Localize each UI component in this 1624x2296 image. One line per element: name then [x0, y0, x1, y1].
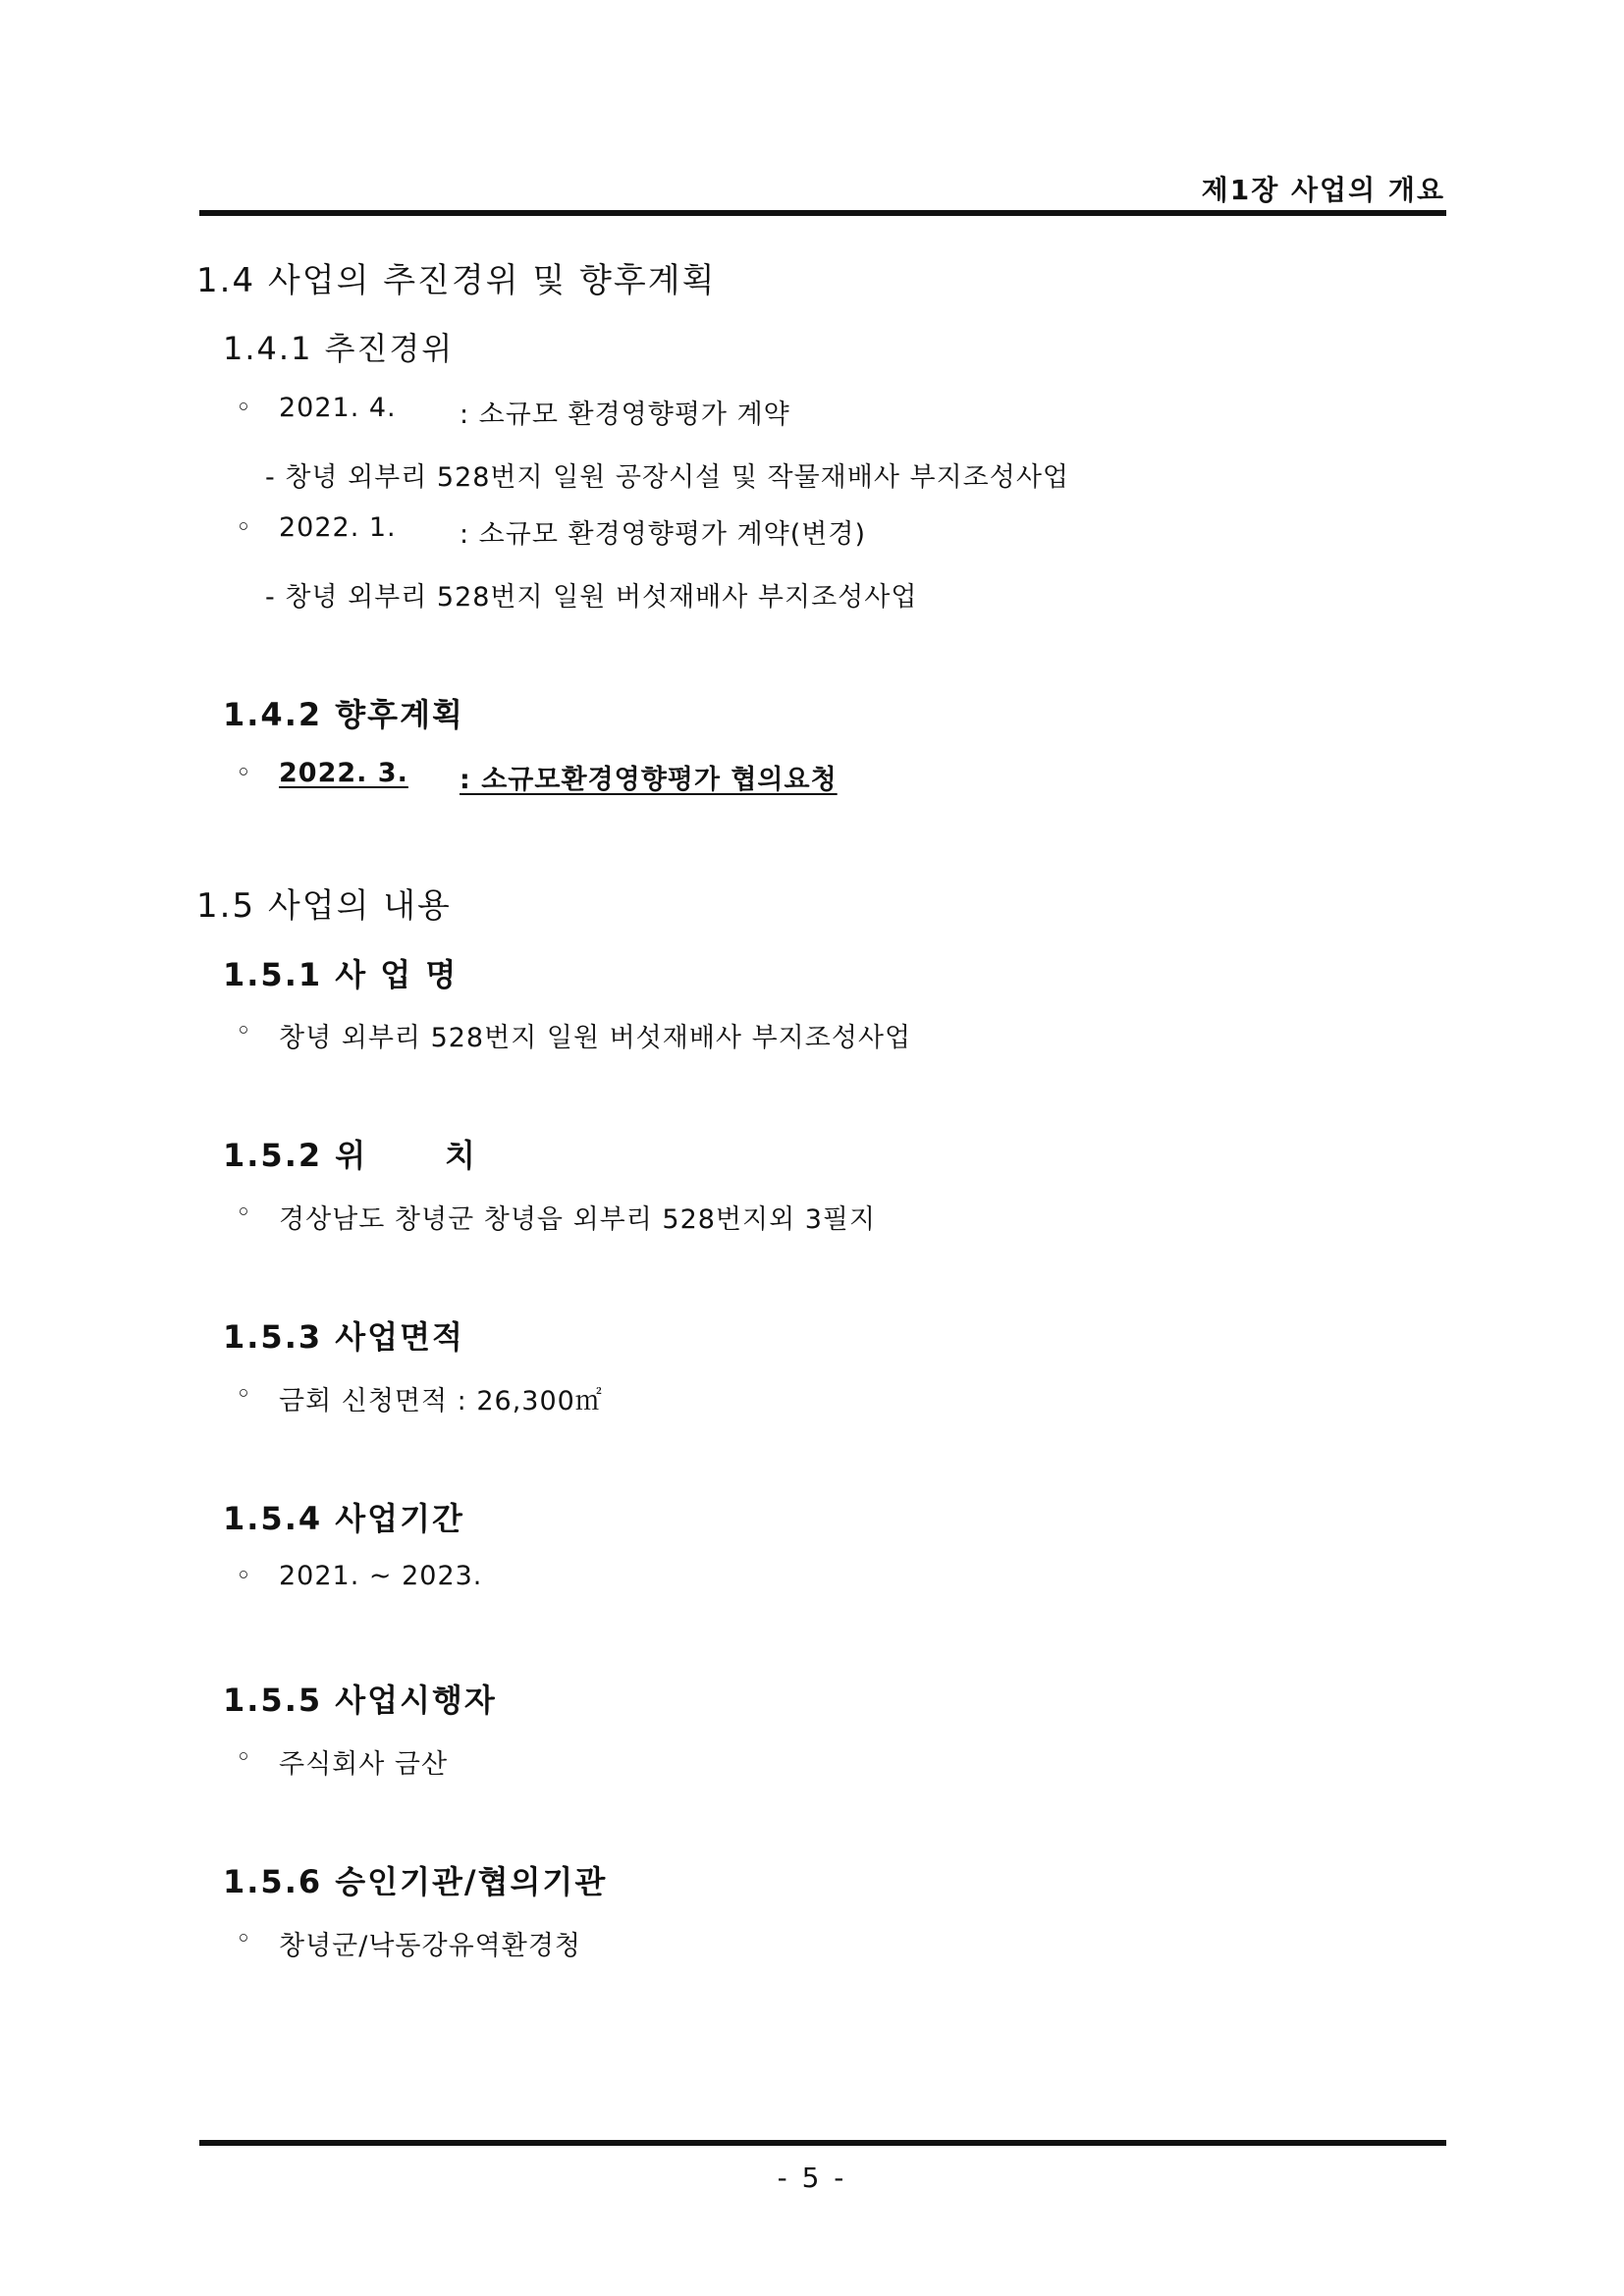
history-subitem: - 창녕 외부리 528번지 일원 버섯재배사 부지조성사업	[265, 582, 918, 613]
subsection-heading-1-5-3: 1.5.3 사업면적	[223, 1318, 464, 1356]
subsection-heading-1-5-1: 1.5.1 사 업 명	[223, 956, 459, 993]
subsection-heading-1-5-5: 1.5.5 사업시행자	[223, 1682, 497, 1719]
bullet-marker: ◦	[236, 1016, 251, 1046]
page-number: - 5 -	[777, 2162, 847, 2194]
footer-rule	[199, 2140, 1446, 2146]
approval-agencies: 창녕군/낙동강유역환경청	[279, 1931, 581, 1961]
subsection-heading-1-5-2: 1.5.2 위 치	[223, 1137, 477, 1174]
plan-date: 2022. 3.	[279, 758, 408, 788]
history-text: : 소규모 환경영향평가 계약	[460, 400, 790, 430]
history-subitem: - 창녕 외부리 528번지 일원 공장시설 및 작물재배사 부지조성사업	[265, 462, 1069, 493]
bullet-marker: ◦	[236, 1561, 251, 1591]
bullet-marker: ◦	[236, 1742, 251, 1773]
history-date: 2021. 4.	[279, 393, 397, 423]
subsection-heading-1-4-1: 1.4.1 추진경위	[223, 330, 455, 367]
section-heading-1-5: 1.5 사업의 내용	[196, 886, 452, 926]
section-heading-1-4: 1.4 사업의 추진경위 및 향후계획	[196, 261, 717, 300]
project-location: 경상남도 창녕군 창녕읍 외부리 528번지외 3필지	[279, 1204, 877, 1235]
subsection-heading-1-4-2: 1.4.2 향후계획	[223, 696, 464, 733]
project-operator: 주식회사 금산	[279, 1749, 449, 1780]
project-name: 창녕 외부리 528번지 일원 버섯재배사 부지조성사업	[279, 1023, 912, 1053]
plan-text: : 소규모환경영향평가 협의요청	[460, 765, 838, 795]
subsection-heading-1-5-4: 1.5.4 사업기간	[223, 1500, 464, 1537]
header-rule	[199, 210, 1446, 216]
bullet-marker: ◦	[236, 758, 251, 788]
bullet-marker: ◦	[236, 1198, 251, 1228]
bullet-marker: ◦	[236, 1924, 251, 1954]
history-text: : 소규모 환경영향평가 계약(변경)	[460, 519, 866, 550]
bullet-marker: ◦	[236, 393, 251, 423]
subsection-heading-1-5-6: 1.5.6 승인기관/협의기관	[223, 1863, 608, 1900]
history-date: 2022. 1.	[279, 512, 397, 543]
project-period: 2021. ~ 2023.	[279, 1561, 483, 1591]
chapter-header: 제1장 사업의 개요	[1201, 174, 1445, 206]
bullet-marker: ◦	[236, 512, 251, 543]
bullet-marker: ◦	[236, 1379, 251, 1410]
project-area: 금회 신청면적 : 26,300㎡	[279, 1386, 603, 1416]
